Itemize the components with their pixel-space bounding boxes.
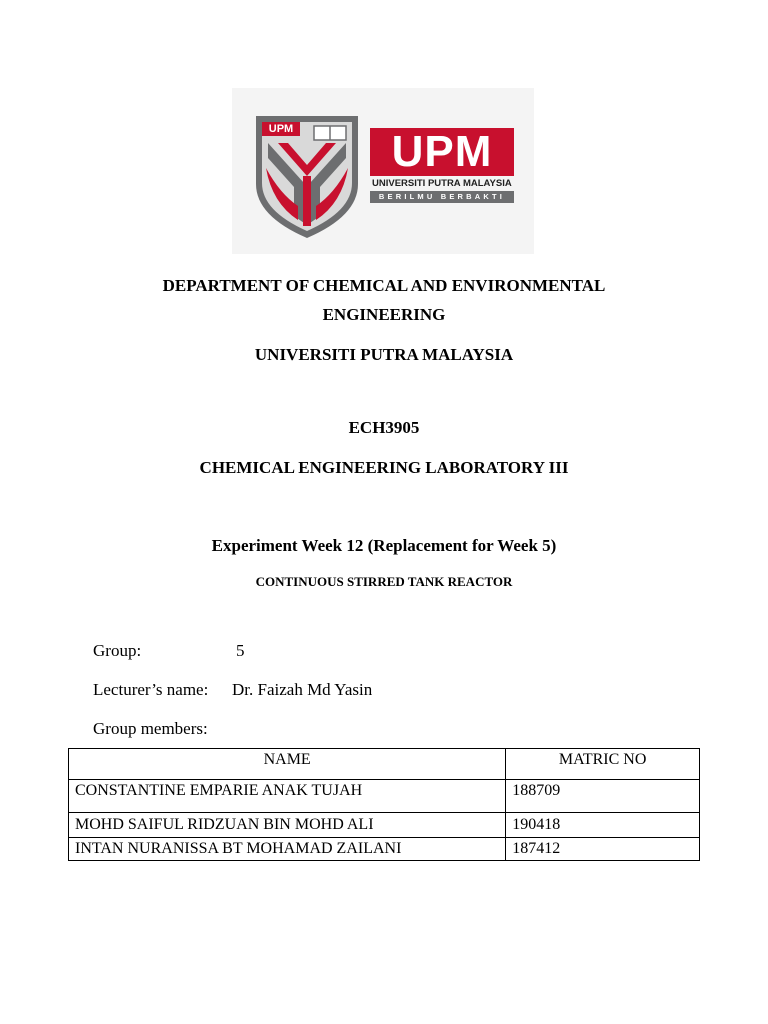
logo-wordmark: UPM [370, 128, 514, 176]
lecturer-value: Dr. Faizah Md Yasin [232, 680, 373, 699]
group-members-label: Group members: [93, 719, 208, 738]
member-matric: 188709 [506, 780, 700, 813]
logo-university-name: UNIVERSITI PUTRA MALAYSIA [372, 178, 512, 189]
member-name: MOHD SAIFUL RIDZUAN BIN MOHD ALI [69, 813, 506, 838]
university-title: UNIVERSITI PUTRA MALAYSIA [254, 345, 514, 364]
logo-motto: BERILMU BERBAKTI [370, 191, 514, 203]
table-row [69, 838, 700, 861]
member-name: CONSTANTINE EMPARIE ANAK TUJAH [69, 780, 506, 813]
department-title-line2: ENGINEERING [322, 305, 446, 324]
name-column-header: NAME [69, 749, 506, 780]
experiment-heading: Experiment Week 12 (Replacement for Week 5) [211, 536, 557, 555]
member-name: INTAN NURANISSA BT MOHAMAD ZAILANI [69, 838, 506, 861]
table-row [69, 780, 700, 813]
lecturer-label: Lecturer’s name: [93, 680, 209, 699]
experiment-title: CONTINUOUS STIRRED TANK REACTOR [255, 574, 513, 589]
department-title-line1: DEPARTMENT OF CHEMICAL AND ENVIRONMENTAL [162, 276, 606, 295]
group-label: Group: [93, 641, 142, 660]
table-header-row [69, 749, 700, 780]
course-code: ECH3905 [348, 418, 420, 437]
matric-column-header: MATRIC NO [506, 749, 700, 780]
course-name: CHEMICAL ENGINEERING LABORATORY III [199, 458, 569, 477]
table-row [69, 813, 700, 838]
member-matric: 190418 [506, 813, 700, 838]
members-table [68, 748, 700, 861]
member-matric: 187412 [506, 838, 700, 861]
logo-shield-text: UPM [268, 123, 294, 135]
group-value: 5 [236, 641, 245, 660]
